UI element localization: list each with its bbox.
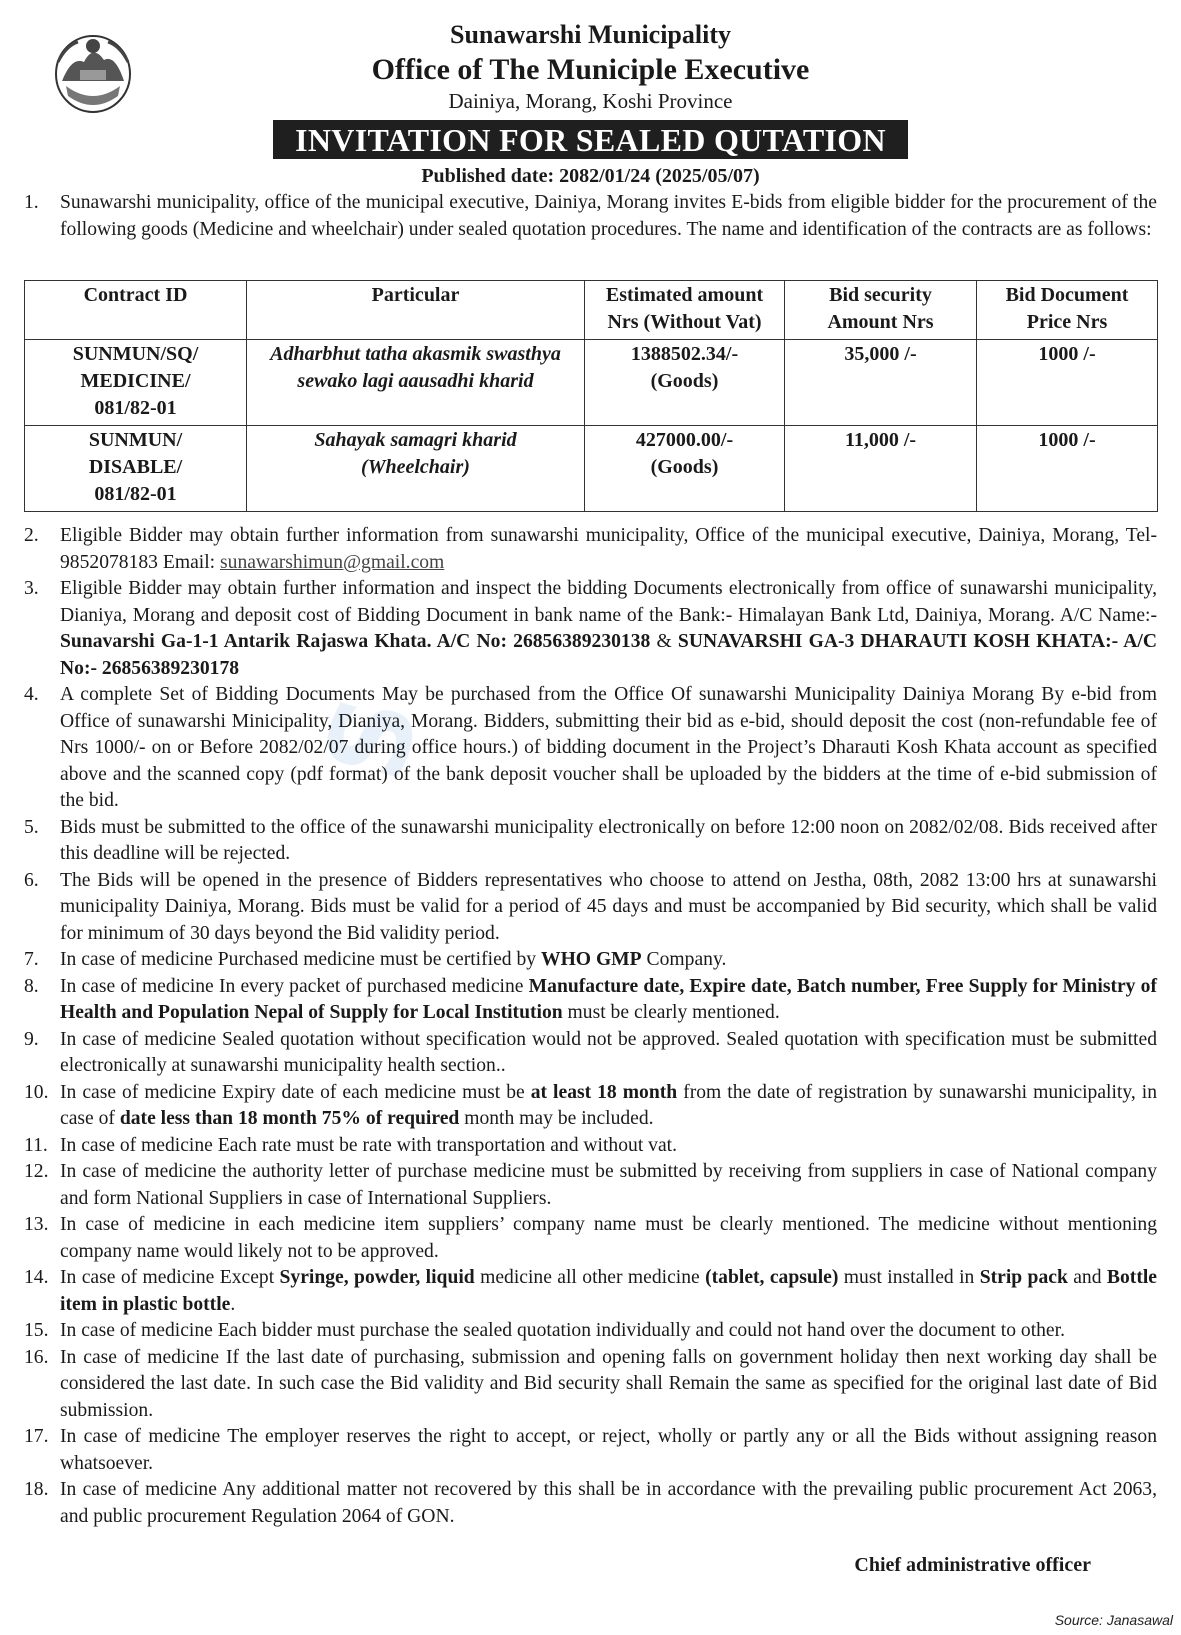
list-item-15: 15. In case of medicine Each bidder must purchase the sealed quotation individually and could not hand over the document to other. [24,1320,1065,1341]
list-item-18: 18. In case of medicine Any additional matter not recovered by this shall be in accordance with the prevailing public procurement Act 2063, and public procurement Regulation 2064 of GON. [24,1479,1157,1527]
list-item-17: 17. In case of medicine The employer reserves the right to accept, or reject, wholly or partly any or all the Bids without assigning reason whatsoever. [24,1426,1157,1474]
estimated-amount-cell: 427000.00/- (Goods) [585,426,785,512]
table-row [25,426,1158,512]
list-item-3: 3. Eligible Bidder may obtain further information and inspect the bidding Documents electronically from office of sunawarshi municipality, Dianiya, Morang and deposit cost of Bidding Document in bank name of the Bank:- Himalayan Bank Ltd, Dainiya, Morang. A/C Name:- Sunavarshi Ga-1-1 Antarik Rajaswa Khata. A/C No: 26856389230138 & SUNAVARSHI GA-3 DHARAUTI KOSH KHATA:- A/C No:- 26856389230178 [24,578,1158,679]
header-contract-id: Contract ID [25,281,247,340]
email-link[interactable]: sunawarshimun@gmail.com [220,551,445,573]
municipality-name: Sunawarshi Municipality [449,20,731,49]
list-item-5: 5. Bids must be submitted to the office of the sunawarshi municipality electronically on before 12:00 noon on 2082/02/08. Bids received after this deadline will be rejected. [24,816,1157,864]
office-address: Dainiya, Morang, Koshi Province [448,89,733,113]
contracts-table [24,280,1158,512]
published-date: Published date: 2082/01/24 (2025/05/07) [421,165,760,187]
bid-security-cell: 35,000 /- [785,340,977,426]
list-item-13: 13. In case of medicine in each medicine item suppliers’ company name must be clearly mentioned. The medicine without mentioning company name would likely not to be approved. [24,1214,1157,1262]
list-item-2: 2. Eligible Bidder may obtain further information from sunawarshi municipality, Office of the municipal executive, Dainiya, Morang, Tel- 9852078183 Email: sunawarshimun@gmail.com [24,525,1157,573]
watermark: S [300,683,445,794]
list-item-16: 16. In case of medicine If the last date of purchasing, submission and opening falls on government holiday then next working day shall be considered the last date. In such case the Bid validity and Bid security shall Remain the same as specified for the original last date of Bid submission. [24,1346,1157,1421]
list-item-6: 6. The Bids will be opened in the presence of Bidders representatives who choose to attend on Jestha, 08th, 2082 13:00 hrs at sunawarshi municipality Dainiya, Morang. Bids must be valid for a period of 45 days and must be accompanied by Bid security, which shall be valid for minimum of 30 days beyond the Bid validity period. [24,869,1157,944]
source-credit: Source: Janasawal [1054,1612,1173,1628]
table-header-row [25,281,1158,340]
list-item-1 [24,190,1157,243]
list-item-4: 4. A complete Set of Bidding Documents May be purchased from the Office Of sunawarshi Municipality Dainiya Morang By e-bid from Office of sunawarshi Minicipality, Dianiya, Morang. Bidders, submitting their bid as e-bid, should deposit the cost (non-refundable fee of Nrs 1000/- on or Before 2082/02/07 during office hours.) of bidding document in the Project’s Dharauti Kosh Khata account as specified above and the scanned copy (pdf format) of the bank deposit voucher shall be uploaded by the bidders at the time of e-bid submission of the bid. [24,684,1157,811]
list-item-12: 12. In case of medicine the authority letter of purchase medicine must be submitted by receiving from suppliers in case of National company and form National Suppliers in case of International Suppliers. [24,1161,1157,1209]
particular-cell: Sahayak samagri kharid (Wheelchair) [247,426,585,512]
header-document-price: Bid Document Price Nrs [977,281,1158,340]
contract-id-cell: SUNMUN/SQ/ MEDICINE/ 081/82-01 [25,340,247,426]
document-price-cell: 1000 /- [977,340,1158,426]
table-row [25,340,1158,426]
title-banner-wrap [0,120,1181,159]
list-item-7: 7. In case of medicine Purchased medicine must be certified by WHO GMP Company. [24,949,727,970]
terms-list [24,523,1157,1530]
list-item-11: 11. In case of medicine Each rate must be rate with transportation and without vat. [24,1134,677,1156]
bid-security-cell: 11,000 /- [785,426,977,512]
item-text: Sunawarshi municipality, office of the municipal executive, Dainiya, Morang invites E-bids from eligible bidder for the procurement of the following goods (Medicine and wheelchair) under sealed quotation procedures. The name and identification of the contracts are as follows: [60,192,1157,240]
office-name: Office of The Municiple Executive [371,53,810,86]
list-item-8: 8. In case of medicine In every packet of purchased medicine Manufacture date, Expire date, Batch number, Free Supply for Ministry of Health and Population Nepal of Supply for Local Institution must be clearly mentioned. [24,975,1157,1023]
item-number: 1. [24,192,39,213]
document-price-cell: 1000 /- [977,426,1158,512]
intro-section [24,190,1157,243]
particular-cell: Adharbhut tatha akasmik swasthya sewako lagi aausadhi kharid [247,340,585,426]
notice-title: INVITATION FOR SEALED QUTATION [273,120,908,159]
signatory-title: Chief administrative officer [854,1554,1091,1576]
header-bid-security: Bid security Amount Nrs [785,281,977,340]
header-particular: Particular [247,281,585,340]
list-item-10: 10. In case of medicine Expiry date of each medicine must be at least 18 month from the date of registration by sunawarshi municipality, in case of date less than 18 month 75% of required month may be included. [24,1081,1158,1129]
list-item-14: 14. In case of medicine Except Syringe, powder, liquid medicine all other medicine (tablet, capsule) must installed in Strip pack and Bottle item in plastic bottle. [24,1267,1157,1315]
contract-id-cell: SUNMUN/ DISABLE/ 081/82-01 [25,426,247,512]
estimated-amount-cell: 1388502.34/- (Goods) [585,340,785,426]
header-estimated-amount: Estimated amount Nrs (Without Vat) [585,281,785,340]
list-item-9: 9. In case of medicine Sealed quotation without specification would not be approved. Sealed quotation with specification must be submitted electronically at sunawarshi municipality health section.. [24,1028,1157,1076]
